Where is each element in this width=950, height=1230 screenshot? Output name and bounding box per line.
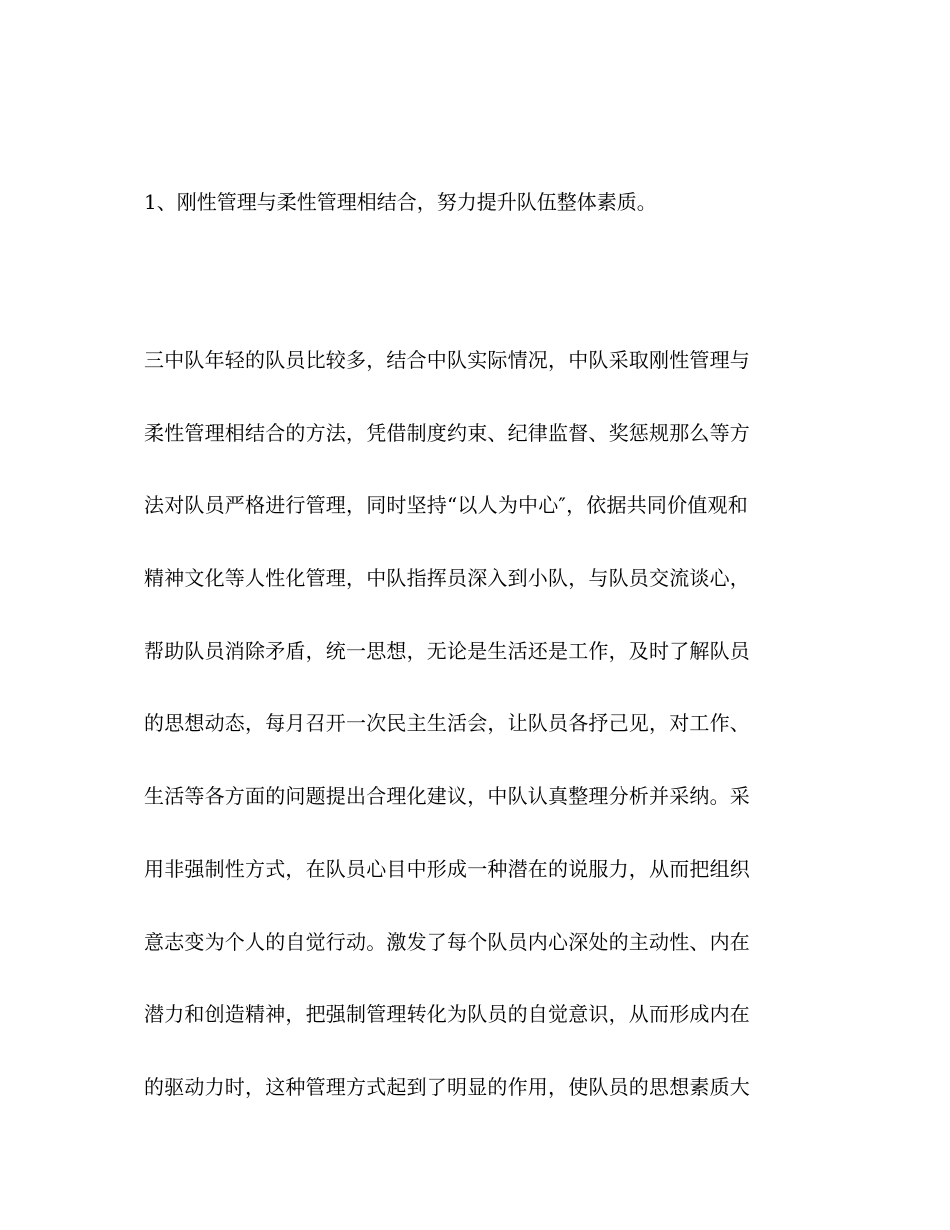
paragraph-line: 帮助队员消除矛盾，统一思想，无论是生活还是工作，及时了解队员 xyxy=(144,638,750,663)
paragraph-line: 意志变为个人的自觉行动。激发了每个队员内心深处的主动性、内在 xyxy=(144,929,750,954)
paragraph-line: 三中队年轻的队员比较多，结合中队实际情况，中队采取刚性管理与 xyxy=(144,348,750,372)
paragraph-line: 的驱动力时，这种管理方式起到了明显的作用，使队员的思想素质大 xyxy=(144,1074,750,1099)
section-heading: 1、刚性管理与柔性管理相结合，努力提升队伍整体素质。 xyxy=(144,190,657,214)
paragraph-line: 柔性管理相结合的方法，凭借制度约束、纪律监督、奖惩规那么等方 xyxy=(144,420,750,445)
paragraph-body xyxy=(144,346,824,1146)
paragraph-line: 潜力和创造精神，把强制管理转化为队员的自觉意识，从而形成内在 xyxy=(144,1002,750,1027)
paragraph-line: 的思想动态，每月召开一次民主生活会，让队员各抒己见，对工作、 xyxy=(144,711,750,736)
paragraph-line: 用非强制性方式，在队员心目中形成一种潜在的说服力，从而把组织 xyxy=(144,856,750,881)
paragraph-line: 精神文化等人性化管理，中队指挥员深入到小队，与队员交流谈心， xyxy=(144,566,750,591)
paragraph-line: 法对队员严格进行管理，同时坚持“以人为中心″，依据共同价值观和 xyxy=(144,493,748,518)
paragraph-line: 生活等各方面的问题提出合理化建议，中队认真整理分析并采纳。采 xyxy=(144,784,750,809)
